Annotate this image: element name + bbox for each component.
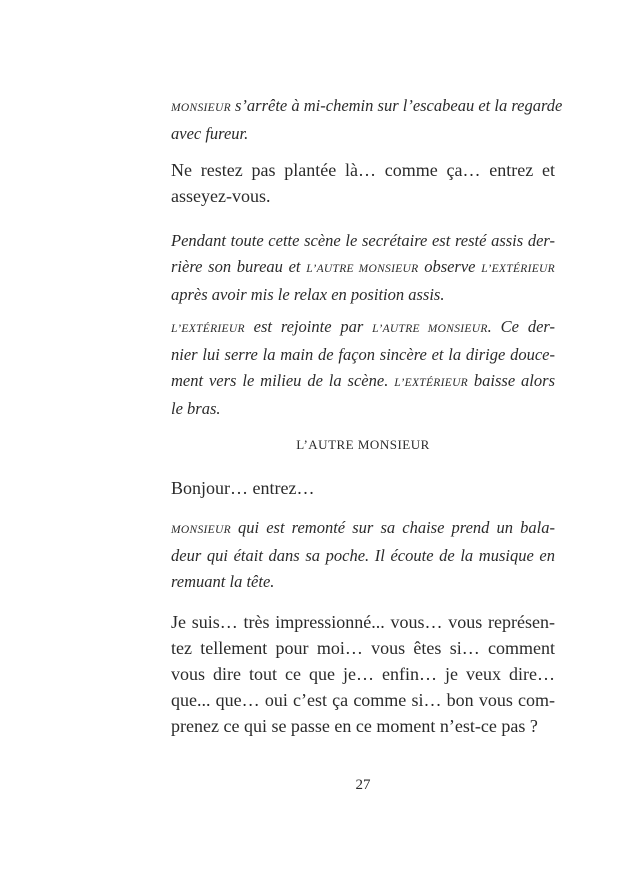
dialogue-1-line-2: asseyez-vous. (171, 186, 271, 206)
character-name-exterieur: L’EXTÉRIEUR (481, 263, 555, 275)
character-name-monsieur: MONSIEUR (171, 524, 231, 536)
text-span: ment vers le milieu de la scène. (171, 371, 395, 390)
stage-direction-3-line-3 (171, 368, 555, 396)
dialogue-3-line-4: que... que… oui c’est ça comme si… bon vous com- (171, 690, 555, 710)
dialogue-1 (171, 157, 555, 209)
text-span: baisse alors (468, 371, 555, 390)
dialogue-1-line-1: Ne restez pas plantée là… comme ça… entrez et (171, 160, 555, 180)
dialogue-2-line-1: Bonjour… entrez… (171, 478, 315, 498)
stage-direction-1-line-1 (171, 93, 563, 121)
text-span: rière son bureau et (171, 257, 307, 276)
text-span: observe (418, 257, 482, 276)
dialogue-3-line-3: vous dire tout ce que je… enfin… je veux dire… (171, 664, 555, 684)
dialogue-3-line-2: tez tellement pour moi… vous êtes si… comment (171, 638, 555, 658)
dialogue-3 (171, 609, 555, 739)
stage-direction-4-line-1 (171, 515, 555, 543)
speaker-heading: L’AUTRE MONSIEUR (296, 437, 430, 452)
stage-direction-3-line-4: le bras. (171, 399, 221, 418)
dialogue-3-line-1: Je suis… très impressionné... vous… vous représen- (171, 612, 555, 632)
character-name-autre-monsieur: L’AUTRE MONSIEUR (372, 323, 488, 335)
stage-direction-3-line-2: nier lui serre la main de façon sincère et la dirige douce- (171, 345, 555, 364)
stage-direction-2-line-3: après avoir mis le relax en position assis. (171, 285, 445, 304)
character-name-autre-monsieur: L’AUTRE MONSIEUR (306, 263, 419, 275)
stage-direction-1-line-2: avec fureur. (171, 124, 249, 143)
text-span: est rejointe par (244, 317, 373, 336)
stage-direction-4-line-3: remuant la tête. (171, 572, 275, 591)
stage-direction-2-line-1: Pendant toute cette scène le secrétaire est resté assis der- (171, 231, 555, 250)
character-name-exterieur: L’EXTÉRIEUR (171, 323, 245, 335)
stage-direction-4-line-2: deur qui était dans sa poche. Il écoute de la musique en (171, 546, 555, 565)
page-number: 27 (355, 777, 371, 793)
character-name-exterieur: L’EXTÉRIEUR (394, 377, 468, 389)
stage-direction-3-line-1 (171, 314, 555, 342)
stage-direction-3 (171, 314, 555, 422)
text-span: . Ce der- (487, 317, 555, 336)
character-name-monsieur: MONSIEUR (171, 102, 231, 114)
text-span: s’arrête à mi-chemin sur l’escabeau et la regarde (230, 96, 563, 115)
dialogue-3-line-5: prenez ce qui se passe en ce moment n’est-ce pas ? (171, 716, 538, 736)
text-span: qui est remonté sur sa chaise prend un bala- (230, 518, 555, 537)
stage-direction-4 (171, 515, 555, 595)
stage-direction-2-line-2 (171, 254, 555, 282)
stage-direction-1 (171, 93, 563, 147)
stage-direction-2 (171, 228, 555, 308)
dialogue-2 (171, 475, 555, 501)
